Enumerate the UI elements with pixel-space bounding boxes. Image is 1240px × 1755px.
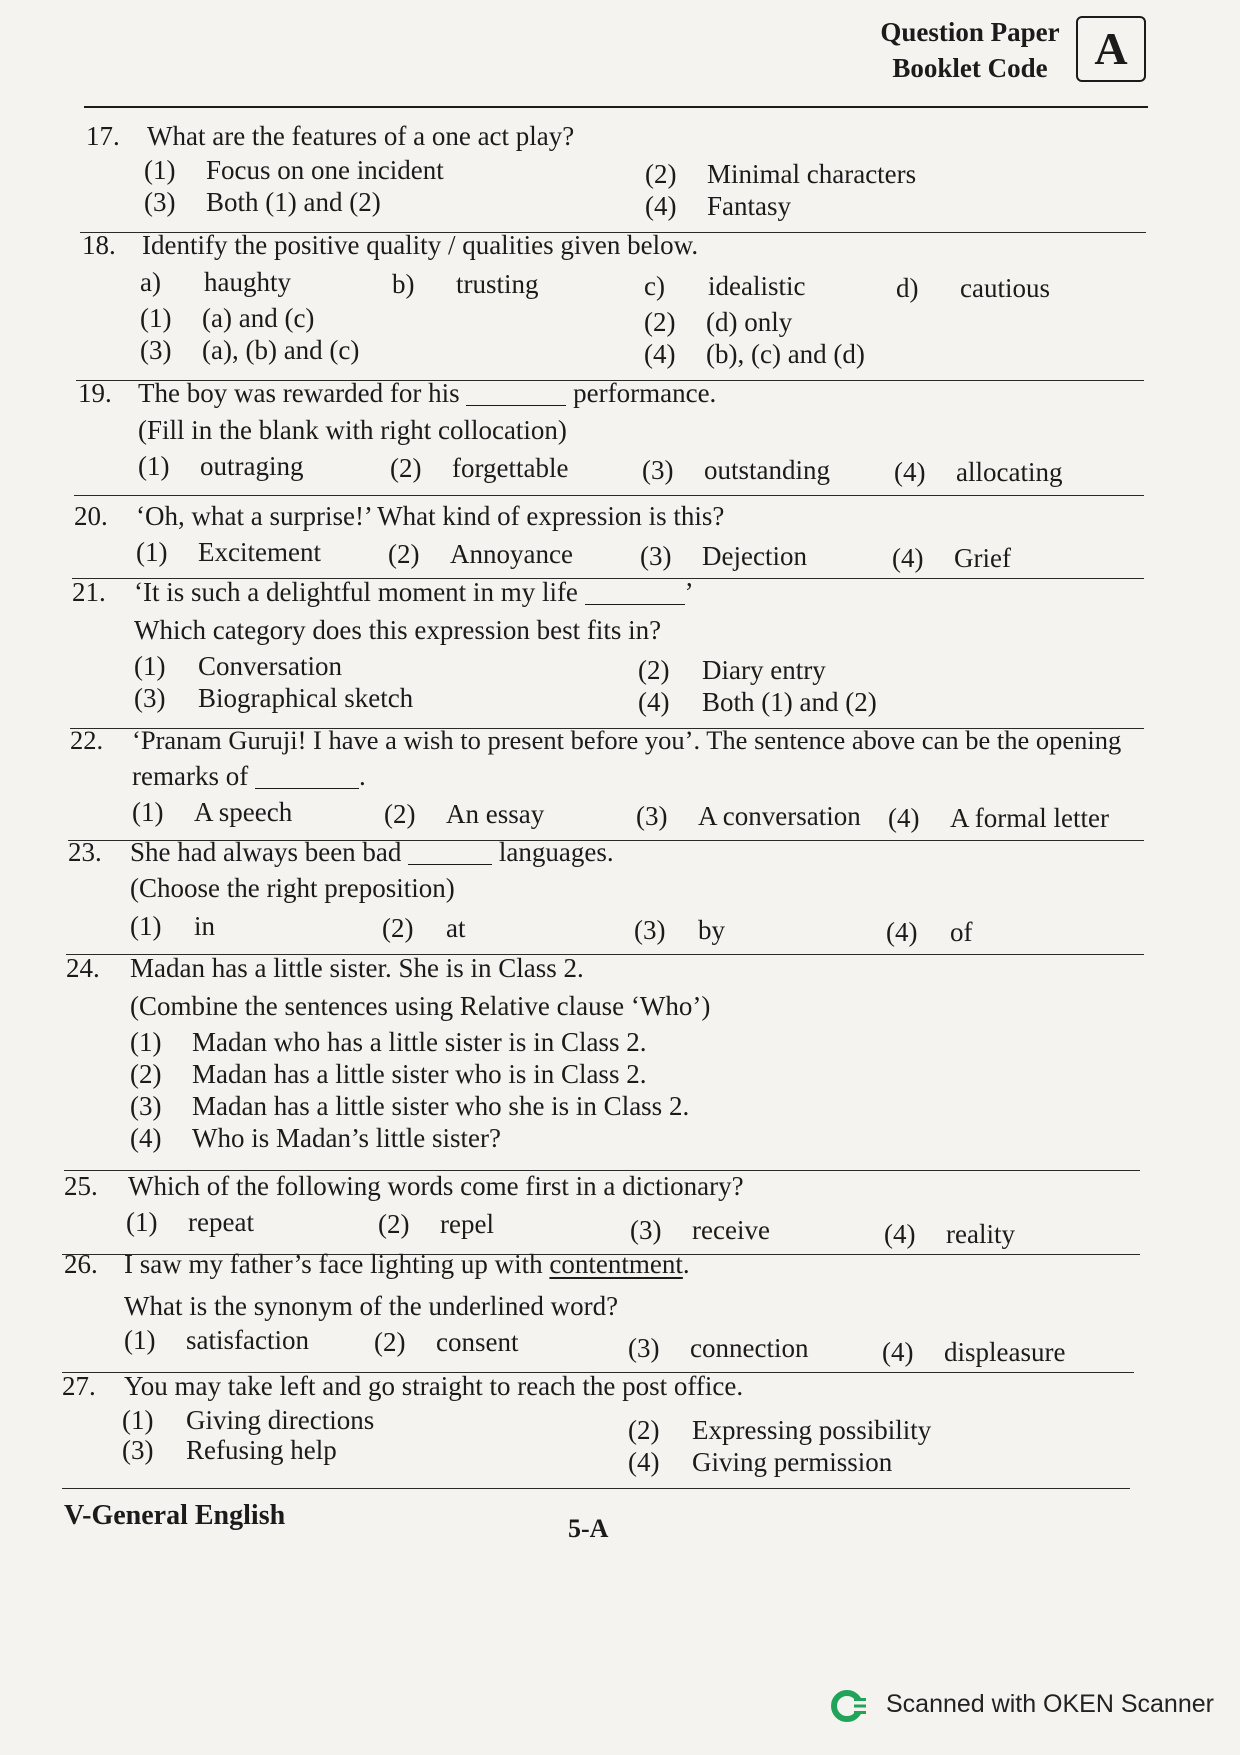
option: (1) Focus on one incident — [144, 155, 444, 185]
question-text: Which of the following words come first in a dictionary? — [128, 1171, 744, 1201]
option: (1) in — [130, 911, 216, 941]
booklet-code-label: Booklet Code — [892, 53, 1048, 83]
option: (4) Fantasy — [645, 191, 791, 221]
subject-footer: V-General English — [64, 1500, 286, 1531]
item: b) trusting — [392, 269, 539, 299]
question-instruction: What is the synonym of the underlined word? — [124, 1291, 619, 1321]
item: c) idealistic — [644, 271, 806, 301]
question-number: 24. — [66, 953, 100, 983]
option: (2) Madan has a little sister who is in Class 2. — [130, 1059, 647, 1089]
option: (4) of — [886, 917, 973, 947]
option: (3) Both (1) and (2) — [144, 187, 381, 217]
option: (4) displeasure — [882, 1337, 1066, 1367]
question-number: 25. — [64, 1171, 98, 1201]
option: (2) at — [382, 913, 466, 943]
question-number: 21. — [72, 577, 106, 607]
question-text: She had always been bad languages. — [130, 837, 614, 867]
option: (3) Dejection — [640, 541, 807, 571]
option: (2) Annoyance — [388, 539, 573, 569]
option: (1) satisfaction — [124, 1325, 309, 1355]
question-number: 17. — [86, 121, 120, 151]
option: (3) (a), (b) and (c) — [140, 335, 360, 365]
question-text: Identify the positive quality / qualities given below. — [142, 230, 699, 260]
question-divider — [62, 1488, 1130, 1489]
question-number: 18. — [82, 230, 116, 260]
question-number: 27. — [62, 1371, 96, 1401]
option: (3) outstanding — [642, 455, 830, 485]
option: (4) reality — [884, 1219, 1015, 1249]
option: (4) allocating — [894, 457, 1063, 487]
header-divider — [84, 106, 1148, 108]
option: (1) (a) and (c) — [140, 303, 315, 333]
option: (2) (d) only — [644, 307, 793, 337]
question-number: 19. — [78, 378, 112, 408]
option: (3) Biographical sketch — [134, 683, 414, 713]
option: (1) A speech — [132, 797, 293, 827]
option: (1) outraging — [138, 451, 304, 481]
option: (3) receive — [630, 1215, 770, 1245]
booklet-code-header — [870, 12, 1152, 86]
underlined-word: contentment — [549, 1249, 683, 1279]
question-instruction: Which category does this expression best fits in? — [134, 615, 662, 645]
option: (4) Grief — [892, 543, 1011, 573]
fill-blank — [466, 381, 566, 406]
option: (3) by — [634, 915, 725, 945]
option: (1) repeat — [126, 1207, 254, 1237]
option: (2) Expressing possibility — [628, 1415, 932, 1445]
option: (2) An essay — [384, 799, 545, 829]
question-text: Madan has a little sister. She is in Class 2. — [130, 953, 584, 983]
option: (4) A formal letter — [888, 803, 1109, 833]
option: (2) forgettable — [390, 453, 569, 483]
option: (3) connection — [628, 1333, 809, 1363]
question-divider — [74, 495, 1144, 496]
question-text: The boy was rewarded for his performance. — [138, 378, 717, 408]
option: (1) Giving directions — [122, 1405, 375, 1435]
question-text: ‘It is such a delightful moment in my life ’ — [134, 577, 694, 607]
question-number: 26. — [64, 1249, 98, 1279]
item: d) cautious — [896, 273, 1050, 303]
question-instruction: (Fill in the blank with right collocation) — [138, 415, 567, 445]
booklet-code-labels — [870, 14, 1070, 86]
option: (4) Both (1) and (2) — [638, 687, 877, 717]
question-text: ‘Oh, what a surprise!’ What kind of expression is this? — [136, 501, 725, 531]
option: (4) Who is Madan’s little sister? — [130, 1123, 501, 1153]
scanner-watermark — [830, 1686, 1226, 1726]
option: (1) Madan who has a little sister is in Class 2. — [130, 1027, 647, 1057]
item: a) haughty — [140, 267, 291, 297]
option: (3) Madan has a little sister who she is in Class 2. — [130, 1091, 690, 1121]
option: (2) repel — [378, 1209, 494, 1239]
question-number: 20. — [74, 501, 108, 531]
option: (3) A conversation — [636, 801, 861, 831]
option: (4) Giving permission — [628, 1447, 893, 1477]
fill-blank — [408, 840, 492, 865]
question-instruction: (Combine the sentences using Relative clause ‘Who’) — [130, 991, 711, 1021]
question-paper-label: Question Paper — [880, 17, 1060, 47]
option: (1) Conversation — [134, 651, 342, 681]
option: (3) Refusing help — [122, 1435, 337, 1465]
option: (2) Minimal characters — [645, 159, 917, 189]
question-number: 23. — [68, 837, 102, 867]
fill-blank — [585, 580, 685, 605]
option: (2) consent — [374, 1327, 519, 1357]
option: (1) Excitement — [136, 537, 321, 567]
question-instruction: (Choose the right preposition) — [130, 873, 455, 903]
question-number: 22. — [70, 725, 104, 755]
question-text: What are the features of a one act play? — [147, 121, 575, 151]
fill-blank — [255, 764, 359, 789]
oken-scanner-logo-icon — [830, 1688, 870, 1724]
option: (4) (b), (c) and (d) — [644, 339, 865, 369]
option: (2) Diary entry — [638, 655, 826, 685]
question-text: I saw my father’s face lighting up with contentment. — [124, 1249, 690, 1279]
booklet-code-box: A — [1076, 16, 1146, 82]
question-text: ‘Pranam Guruji! I have a wish to present before you’. The sentence above can be the opening — [132, 725, 1122, 755]
scanner-watermark-text: Scanned with OKEN Scanner — [886, 1690, 1214, 1718]
page-number: 5-A — [568, 1514, 609, 1543]
question-continuation: remarks of . — [132, 761, 366, 791]
question-text: You may take left and go straight to reach the post office. — [124, 1371, 744, 1401]
